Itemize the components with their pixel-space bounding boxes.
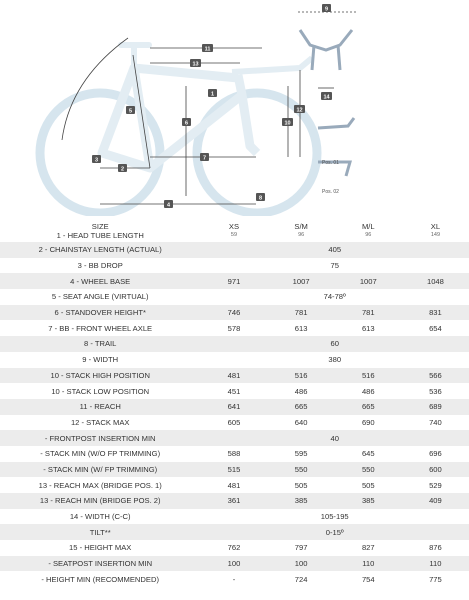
table-row: [0, 540, 469, 556]
svg-text:13: 13: [192, 61, 199, 68]
tag-11: [202, 44, 213, 53]
row-label: 13 - REACH MIN (BRIDGE POS. 2): [0, 493, 200, 509]
svg-text:7: 7: [202, 155, 207, 162]
row-value: 665: [335, 399, 402, 415]
table-row: [0, 524, 469, 540]
svg-text:11: 11: [204, 46, 211, 53]
row-value: 690: [361, 417, 375, 427]
row-value: 641: [200, 399, 267, 415]
table-row: [0, 399, 469, 415]
row-value-all-sizes: 75: [330, 261, 339, 271]
row-value: 797: [294, 543, 308, 553]
row-value: 746: [200, 305, 267, 321]
row-value: 654: [429, 323, 442, 333]
row-value: 754: [361, 574, 375, 584]
table-header-row: [0, 222, 469, 242]
row-value: 486: [361, 386, 375, 396]
geometry-table: [0, 222, 469, 587]
tag-7: [200, 153, 209, 162]
row-value: 689: [402, 399, 469, 415]
row-value: 385: [268, 493, 335, 509]
row-value: 595: [294, 449, 308, 459]
tag-12: [294, 105, 305, 114]
table-row: [0, 368, 469, 384]
row-label: - STACK MIN (W/ FP TRIMMING): [0, 462, 200, 478]
row-value: 481: [227, 480, 241, 490]
row-label: 5 - SEAT ANGLE (VIRTUAL): [51, 292, 149, 302]
row-value: 876: [429, 543, 442, 553]
row-value: 1007: [335, 273, 402, 289]
table-row: [0, 556, 469, 572]
row-value: 781: [268, 305, 335, 321]
svg-text:1: 1: [210, 91, 215, 98]
row-value-all-sizes: 0-15º: [200, 524, 469, 540]
position-label-1: Pos. 01: [322, 160, 339, 166]
svg-text:5: 5: [128, 108, 133, 115]
row-label: - FRONTPOST INSERTION MIN: [0, 430, 200, 446]
row-label: - SEATPOST INSERTION MIN: [0, 556, 200, 572]
row-value: 971: [200, 273, 267, 289]
row-value: 740: [429, 417, 442, 427]
row-value: 505: [294, 480, 308, 490]
tag-13: [190, 59, 201, 68]
row-value: 696: [429, 449, 442, 459]
row-value: 529: [429, 480, 442, 490]
row-value: 505: [361, 480, 375, 490]
row-value: 481: [200, 368, 267, 384]
row-label: 13 - REACH MAX (BRIDGE POS. 1): [38, 480, 162, 490]
svg-text:6: 6: [184, 120, 189, 127]
position-label-2: Pos. 02: [322, 189, 339, 195]
svg-text:4: 4: [166, 202, 171, 209]
row-value: 550: [268, 462, 335, 478]
row-value-all-sizes: 405: [200, 242, 469, 258]
row-label: - STACK MIN (W/O FP TRIMMING): [40, 449, 161, 459]
row-label: 6 - STANDOVER HEIGHT*: [0, 305, 200, 321]
row-value: 600: [402, 462, 469, 478]
svg-text:10: 10: [284, 120, 291, 127]
row-value-all-sizes: 60: [200, 336, 469, 352]
table-row: [0, 289, 469, 305]
row-value-all-sizes: 380: [328, 355, 342, 365]
row-value: 361: [200, 493, 267, 509]
table-row: [0, 336, 469, 352]
table-row: [0, 462, 469, 478]
bike-silhouette: [40, 42, 317, 213]
row-label: 3 - BB DROP: [77, 261, 123, 271]
frame: [102, 68, 257, 168]
size-column-sm: S/M 96: [294, 222, 308, 238]
row-value: 831: [402, 305, 469, 321]
svg-text:14: 14: [323, 94, 330, 101]
row-value: 613: [361, 323, 375, 333]
row-value: 1007: [268, 273, 335, 289]
row-label: 11 - REACH: [0, 399, 200, 415]
svg-text:9: 9: [324, 6, 329, 13]
row-value: 100: [268, 556, 335, 572]
tag-5: [126, 106, 135, 115]
tag-4: [164, 200, 173, 209]
tag-6: [182, 118, 191, 127]
row-label: 10 - STACK HIGH POSITION: [0, 368, 200, 384]
table-row: [0, 320, 469, 336]
row-value: 613: [294, 323, 308, 333]
row-value: 1048: [402, 273, 469, 289]
row-value: 588: [227, 449, 241, 459]
aerobar: [232, 58, 312, 72]
table-row: [0, 509, 469, 525]
row-value: 578: [227, 323, 241, 333]
row-value: 516: [268, 368, 335, 384]
tag-10: [282, 118, 293, 127]
row-label: TILT**: [0, 524, 200, 540]
handlebar-detail-side: [318, 118, 354, 176]
row-value: 781: [335, 305, 402, 321]
row-value: 100: [200, 556, 267, 572]
svg-text:2: 2: [120, 166, 125, 173]
row-value: 775: [429, 574, 442, 584]
row-value: 110: [335, 556, 402, 572]
svg-text:3: 3: [94, 157, 99, 164]
table-row: [0, 242, 469, 258]
row-label: 8 - TRAIL: [0, 336, 200, 352]
size-column-xl: XL 149: [430, 222, 441, 238]
table-row: [0, 430, 469, 446]
table-row: [0, 305, 469, 321]
svg-text:12: 12: [296, 107, 303, 114]
row-value-all-sizes: 74-78º: [323, 292, 346, 302]
table-row: [0, 383, 469, 399]
row-label: 2 - CHAINSTAY LENGTH (ACTUAL): [0, 242, 200, 258]
row-value: 550: [335, 462, 402, 478]
tag-8: [256, 193, 265, 202]
row-value: 762: [227, 543, 241, 553]
row-value: 645: [361, 449, 375, 459]
table-row: [0, 415, 469, 431]
row-value-all-sizes: 105-195: [320, 512, 349, 522]
row-label: 4 - WHEEL BASE: [0, 273, 200, 289]
size-column-xs: XS 59: [228, 222, 240, 238]
table-row: [0, 493, 469, 509]
row-value: 385: [335, 493, 402, 509]
row-value: 110: [402, 556, 469, 572]
row-value: 451: [227, 386, 241, 396]
tag-9: [322, 4, 331, 13]
tag-2: [118, 164, 127, 173]
tag-14: [321, 92, 332, 101]
size-column-ml: M/L 96: [361, 222, 375, 238]
table-row: [0, 571, 469, 587]
size-header-label: SIZE 1 - HEAD TUBE LENGTH: [56, 222, 144, 240]
table-row: [0, 477, 469, 493]
row-value: 536: [429, 386, 442, 396]
row-value: 605: [227, 417, 241, 427]
row-value: 566: [402, 368, 469, 384]
table-row: [0, 258, 469, 274]
table-row: [0, 352, 469, 368]
row-value: 516: [335, 368, 402, 384]
saddle: [118, 42, 152, 48]
row-value: 665: [268, 399, 335, 415]
table-row: [0, 273, 469, 289]
row-value-all-sizes: 40: [200, 430, 469, 446]
row-label: - HEIGHT MIN (RECOMMENDED): [41, 574, 159, 584]
row-value: 640: [294, 417, 308, 427]
geometry-table-body: [0, 222, 469, 587]
svg-text:8: 8: [258, 195, 263, 202]
geometry-diagram: [0, 0, 469, 216]
row-label: 10 - STACK LOW POSITION: [51, 386, 150, 396]
row-label: 15 - HEIGHT MAX: [69, 543, 132, 553]
row-label: 12 - STACK MAX: [70, 417, 130, 427]
row-value: 486: [294, 386, 308, 396]
dimension-tags: [92, 4, 332, 209]
row-value: 827: [361, 543, 375, 553]
row-label: 14 - WIDTH (C-C): [69, 512, 131, 522]
row-label: 7 - BB - FRONT WHEEL AXLE: [48, 323, 153, 333]
tag-3: [92, 155, 101, 164]
row-value: 724: [294, 574, 308, 584]
row-label: 9 - WIDTH: [82, 355, 119, 365]
row-value: -: [232, 574, 236, 584]
row-value: 409: [402, 493, 469, 509]
tag-1: [208, 89, 217, 98]
table-row: [0, 446, 469, 462]
row-value: 515: [200, 462, 267, 478]
